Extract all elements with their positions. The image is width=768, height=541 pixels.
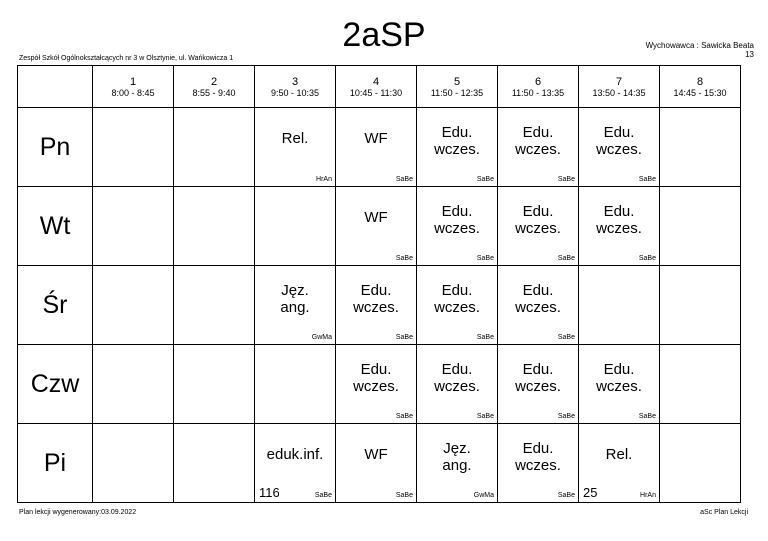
day-label: Wt [18,187,93,266]
subject-line: Edu. [522,361,554,378]
period-time: 8:00 - 8:45 [111,87,155,98]
subject-line: Rel. [605,446,633,463]
lesson-subject [336,446,416,463]
subject-line: wczes. [434,141,480,158]
day-row [18,266,741,345]
teacher-code: SaBe [395,255,413,262]
empty-cell [660,108,741,187]
subject-line: wczes. [515,457,561,474]
timetable [17,65,741,503]
subject-line: Edu. [441,361,473,378]
period-time: 8:55 - 9:40 [192,87,236,98]
day-row [18,424,741,503]
subject-line: wczes. [434,220,480,237]
lesson-subject [336,361,416,395]
teacher-code: SaBe [395,492,413,499]
lesson-cell [498,187,579,266]
period-time: 10:45 - 11:30 [349,87,403,98]
empty-cell [255,187,336,266]
empty-cell [660,266,741,345]
lesson-subject [336,282,416,316]
day-label: Pi [18,424,93,503]
subject-line: ang. [442,457,472,474]
day-row [18,108,741,187]
lesson-cell [336,424,417,503]
school-name: Zespół Szkół Ogólnokształcących nr 3 w Olsztynie, ul. Wańkowicza 1 [19,55,234,62]
subject-line: Edu. [441,282,473,299]
lesson-subject [255,130,335,147]
timetable-body [18,108,741,503]
lesson-subject [498,203,578,237]
period-time: 11:50 - 13:35 [511,87,565,98]
teacher-code: SaBe [638,176,656,183]
lesson-cell [417,266,498,345]
lesson-cell [255,108,336,187]
empty-cell [93,108,174,187]
subject-line: wczes. [353,378,399,395]
teacher-code: SaBe [557,176,575,183]
teacher-code: SaBe [395,413,413,420]
lesson-subject [579,361,659,395]
lesson-subject [579,446,659,463]
period-header-6 [498,66,579,108]
teacher-code: HrAn [640,492,656,499]
lesson-subject [498,440,578,474]
lesson-subject [417,203,497,237]
subject-line: WF [364,209,388,226]
lesson-subject [417,361,497,395]
subject-line: Edu. [603,124,635,141]
subject-line: wczes. [596,220,642,237]
empty-cell [174,187,255,266]
room-number: 25 [583,485,598,500]
period-time: 9:50 - 10:35 [270,87,320,98]
day-label: Pn [18,108,93,187]
subject-line: Edu. [522,203,554,220]
subject-line: Edu. [603,203,635,220]
subject-line: wczes. [515,378,561,395]
period-header-8 [660,66,741,108]
lesson-cell [417,108,498,187]
period-header-1 [93,66,174,108]
empty-cell [93,266,174,345]
lesson-subject [498,361,578,395]
teacher-code: SaBe [476,255,494,262]
lesson-subject [498,282,578,316]
lesson-cell [417,187,498,266]
subject-line: WF [364,446,388,463]
empty-cell [660,345,741,424]
period-time: 11:50 - 12:35 [430,87,484,98]
subject-line: wczes. [596,378,642,395]
lesson-cell [498,108,579,187]
period-number: 4 [372,75,380,88]
period-number: 6 [534,75,542,88]
lesson-subject [498,124,578,158]
period-header-3 [255,66,336,108]
empty-cell [579,266,660,345]
lesson-cell [255,266,336,345]
lesson-subject [336,209,416,226]
teacher-name: Wychowawca : Sawicka Beata [645,41,754,50]
subject-line: wczes. [515,299,561,316]
period-header-row [18,66,741,108]
page-title: 2aSP [342,16,426,54]
empty-cell [93,345,174,424]
period-time: 13:50 - 14:35 [592,87,646,98]
subject-line: eduk.inf. [266,446,324,463]
lesson-cell [336,108,417,187]
subject-line: Edu. [522,282,554,299]
subject-line: wczes. [596,141,642,158]
teacher-code: SaBe [557,492,575,499]
generated-date: Plan lekcji wygenerowany:03.09.2022 [19,509,137,516]
lesson-cell [579,345,660,424]
empty-cell [255,345,336,424]
lesson-subject [255,282,335,316]
teacher-code: SaBe [476,413,494,420]
lesson-cell [498,424,579,503]
lesson-subject [417,440,497,474]
subject-line: Edu. [360,361,392,378]
teacher-code: SaBe [557,255,575,262]
lesson-cell [336,345,417,424]
subject-line: Edu. [603,361,635,378]
empty-cell [660,187,741,266]
day-label: Czw [18,345,93,424]
software-name: aSc Plan Lekcji [700,509,748,516]
teacher-code: SaBe [557,413,575,420]
subject-line: wczes. [515,220,561,237]
lesson-cell [498,266,579,345]
subject-line: wczes. [515,141,561,158]
teacher-code: HrAn [316,176,332,183]
period-number: 8 [696,75,704,88]
subject-line: ang. [280,299,310,316]
lesson-cell [336,187,417,266]
room-number: 116 [259,485,280,500]
subject-line: Rel. [281,130,309,147]
homeroom-teacher [646,41,754,59]
subject-line: Jęz. [443,440,471,457]
period-number: 7 [615,75,623,88]
period-time: 14:45 - 15:30 [673,87,727,98]
lesson-subject [579,124,659,158]
lesson-cell [417,424,498,503]
teacher-code: SaBe [476,334,494,341]
period-header-4 [336,66,417,108]
teacher-code: SaBe [638,255,656,262]
empty-cell [660,424,741,503]
lesson-subject [417,124,497,158]
lesson-cell [336,266,417,345]
empty-cell [174,108,255,187]
subject-line: Jęz. [281,282,309,299]
lesson-subject [417,282,497,316]
subject-line: wczes. [434,299,480,316]
teacher-code: GwMa [311,334,332,341]
teacher-code: SaBe [395,334,413,341]
lesson-cell [579,187,660,266]
lesson-subject [579,203,659,237]
period-number: 5 [453,75,461,88]
subject-line: Edu. [441,124,473,141]
teacher-code: SaBe [476,176,494,183]
teacher-code: SaBe [638,413,656,420]
day-row [18,345,741,424]
corner-cell [18,66,93,108]
subject-line: wczes. [353,299,399,316]
period-number: 3 [291,75,299,88]
empty-cell [174,266,255,345]
empty-cell [174,345,255,424]
teacher-code: GwMa [473,492,494,499]
period-header-2 [174,66,255,108]
period-number: 1 [129,75,137,88]
subject-line: Edu. [360,282,392,299]
period-header-5 [417,66,498,108]
teacher-code: SaBe [314,492,332,499]
subject-line: Edu. [522,440,554,457]
day-row [18,187,741,266]
lesson-subject [336,130,416,147]
page-number: 13 [745,50,754,59]
lesson-cell [579,424,660,503]
lesson-cell [579,108,660,187]
subject-line: WF [364,130,388,147]
lesson-subject [255,446,335,463]
empty-cell [174,424,255,503]
period-number: 2 [210,75,218,88]
subject-line: wczes. [434,378,480,395]
teacher-code: SaBe [557,334,575,341]
empty-cell [93,424,174,503]
period-header-7 [579,66,660,108]
day-label: Śr [18,266,93,345]
empty-cell [93,187,174,266]
subject-line: Edu. [522,124,554,141]
lesson-cell [255,424,336,503]
lesson-cell [498,345,579,424]
subject-line: Edu. [441,203,473,220]
teacher-code: SaBe [395,176,413,183]
lesson-cell [417,345,498,424]
